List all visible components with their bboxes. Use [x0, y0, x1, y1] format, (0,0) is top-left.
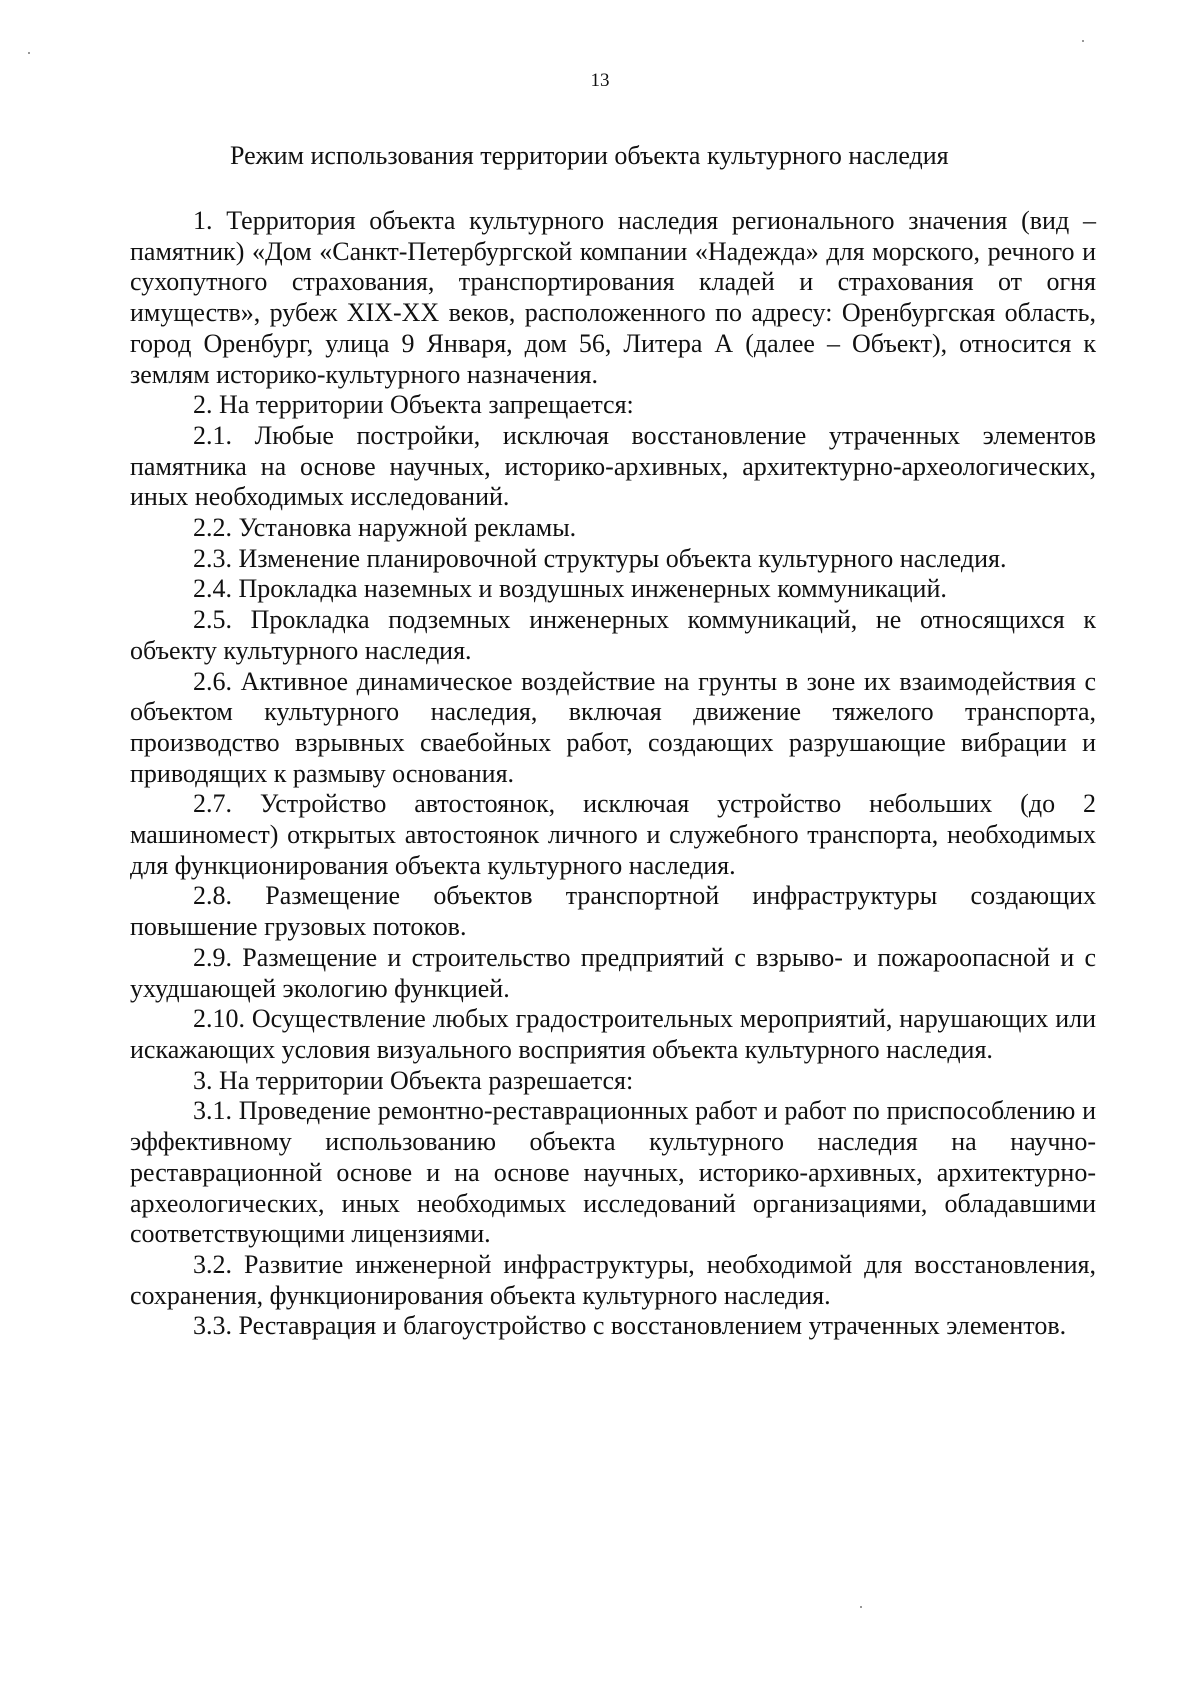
document-title: Режим использования территории объекта культурного наследия — [230, 141, 949, 170]
document-body — [130, 206, 1096, 1342]
page-number: 13 — [590, 70, 610, 91]
scan-speck — [860, 1606, 862, 1608]
paragraph-2-4: 2.4. Прокладка наземных и воздушных инженерных коммуникаций. — [193, 574, 947, 604]
scan-speck — [1082, 40, 1084, 42]
paragraph-2-2: 2.2. Установка наружной рекламы. — [193, 513, 577, 543]
paragraph-2-9: 2.9. Размещение и строительство предприятий с взрыво- и пожароопасной и с ухудшающей экологию функцией. — [130, 942, 1096, 1003]
paragraph-3-3: 3.3. Реставрация и благоустройство с восстановлением утраченных элементов. — [193, 1311, 1067, 1341]
paragraph-2-7: 2.7. Устройство автостоянок, исключая устройство небольших (до 2 машиномест) открытых автостоянок личного и служебного транспорта, необходимых для функционирования объекта культурного наследия. — [130, 789, 1096, 880]
paragraph-1: 1. Территория объекта культурного наследия регионального значения (вид – памятник) «Дом «Санкт-Петербургской компании «Надежда» для морского, речного и сухопутного страхования, транспортирования кладей и страхования от огня имуществ», рубеж XIX-XX веков, расположенного по адресу: Оренбургская область, город Оренбург, улица 9 Января, дом 56, Литера А (далее – Объект), относится к землям историко-культурного назначения. — [130, 206, 1096, 389]
paragraph-3: 3. На территории Объекта разрешается: — [193, 1065, 634, 1095]
paragraph-3-2: 3.2. Развитие инженерной инфраструктуры, необходимой для восстановления, сохранения, функционирования объекта культурного наследия. — [130, 1249, 1096, 1310]
paragraph-3-1: 3.1. Проведение ремонтно-реставрационных работ и работ по приспособлению и эффективному использованию объекта культурного наследия на научно-реставрационной основе и на основе научных, историко-архивных, архитектурно-археологических, иных необходимых исследований организациями, обладавшими соответствующими лицензиями. — [130, 1096, 1096, 1249]
paragraph-2: 2. На территории Объекта запрещается: — [193, 390, 634, 420]
paragraph-2-3: 2.3. Изменение планировочной структуры объекта культурного наследия. — [193, 543, 1007, 573]
paragraph-2-8: 2.8. Размещение объектов транспортной инфраструктуры создающих повышение грузовых потоков. — [130, 881, 1096, 942]
paragraph-2-5: 2.5. Прокладка подземных инженерных коммуникаций, не относящихся к объекту культурного наследия. — [130, 605, 1096, 665]
paragraph-2-10: 2.10. Осуществление любых градостроительных мероприятий, нарушающих или искажающих условия визуального восприятия объекта культурного наследия. — [130, 1004, 1096, 1064]
scan-speck — [28, 52, 30, 54]
paragraph-2-6: 2.6. Активное динамическое воздействие на грунты в зоне их взаимодействия с объектом культурного наследия, включая движение тяжелого транспорта, производство взрывных сваебойных работ, создающих разрушающие вибрации и приводящих к размыву основания. — [130, 666, 1096, 788]
paragraph-2-1: 2.1. Любые постройки, исключая восстановление утраченных элементов памятника на основе научных, историко-архивных, архитектурно-археологических, иных необходимых исследований. — [130, 420, 1096, 512]
